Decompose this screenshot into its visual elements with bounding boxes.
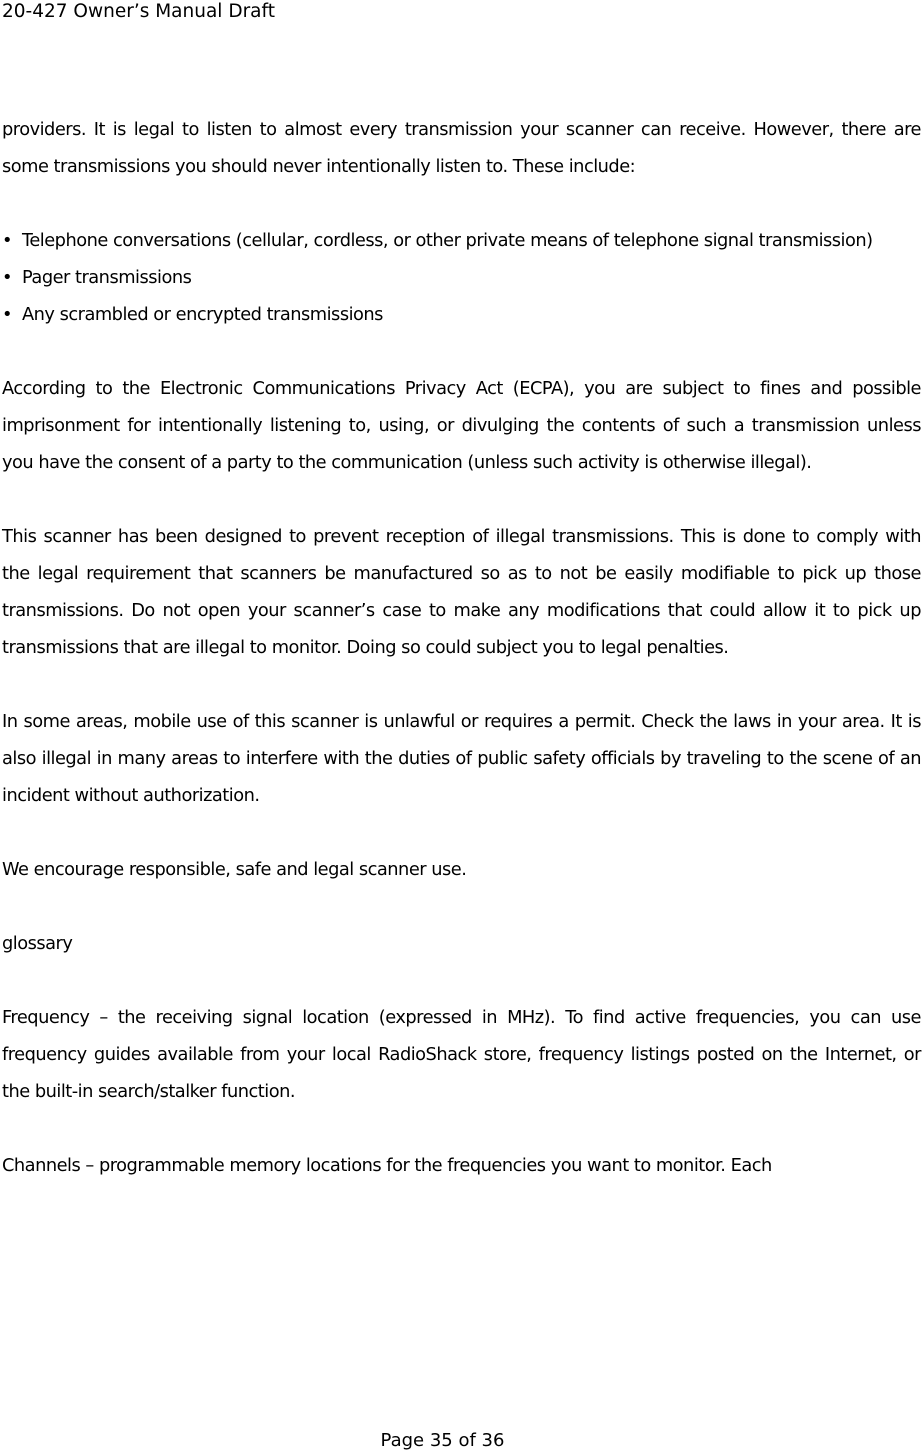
spacer xyxy=(2,1110,921,1147)
list-item xyxy=(2,296,921,333)
frequency-definition: Frequency – the receiving signal location (expressed in MHz). To find active frequencies, you can use frequency guides available from your local RadioShack store, frequency listings posted on the Internet, or the built-in search/stalker function. xyxy=(2,1007,921,1102)
spacer xyxy=(2,814,921,851)
mobile-use-paragraph: In some areas, mobile use of this scanner is unlawful or requires a permit. Check the laws in your area. It is also illegal in many areas to interfere with the duties of public safety officials by traveling to the scene of an incident without authorization. xyxy=(2,711,921,806)
list-item xyxy=(2,259,921,296)
bullet-icon: • xyxy=(2,230,12,251)
spacer xyxy=(2,666,921,703)
design-paragraph: This scanner has been designed to prevent reception of illegal transmissions. This is done to comply with the legal requirement that scanners be manufactured so as to not be easily modifiable to pick up those transmissions. Do not open your scanner’s case to make any modifications that could allow it to pick up transmissions that are illegal to monitor. Doing so could subject you to legal penalties. xyxy=(2,526,921,658)
glossary-heading: glossary xyxy=(2,933,73,954)
spacer xyxy=(2,962,921,999)
list-item-text: Telephone conversations (cellular, cordless, or other private means of telephone signal transmission) xyxy=(22,230,873,251)
list-item-text: Any scrambled or encrypted transmissions xyxy=(22,304,383,325)
document-header: 20-427 Owner’s Manual Draft xyxy=(2,1,275,22)
spacer xyxy=(2,333,921,370)
spacer xyxy=(2,888,921,925)
prohibited-transmissions-list xyxy=(2,222,921,333)
ecpa-paragraph: According to the Electronic Communications Privacy Act (ECPA), you are subject to fines and possible imprisonment for intentionally listening to, using, or divulging the contents of such a transmission unless you have the consent of a party to the communication (unless such activity is otherwise illegal). xyxy=(2,378,921,473)
channels-definition: Channels – programmable memory locations for the frequencies you want to monitor. Each xyxy=(2,1155,772,1176)
page-number: Page 35 of 36 xyxy=(380,1430,505,1451)
spacer xyxy=(2,185,921,222)
bullet-icon: • xyxy=(2,267,12,288)
spacer xyxy=(2,481,921,518)
intro-paragraph: providers. It is legal to listen to almost every transmission your scanner can receive. However, there are some transmissions you should never intentionally listen to. These include: xyxy=(2,119,921,177)
encourage-paragraph: We encourage responsible, safe and legal scanner use. xyxy=(2,859,467,880)
list-item xyxy=(2,222,921,259)
page-body xyxy=(2,111,921,1184)
bullet-icon: • xyxy=(2,304,12,325)
list-item-text: Pager transmissions xyxy=(22,267,192,288)
